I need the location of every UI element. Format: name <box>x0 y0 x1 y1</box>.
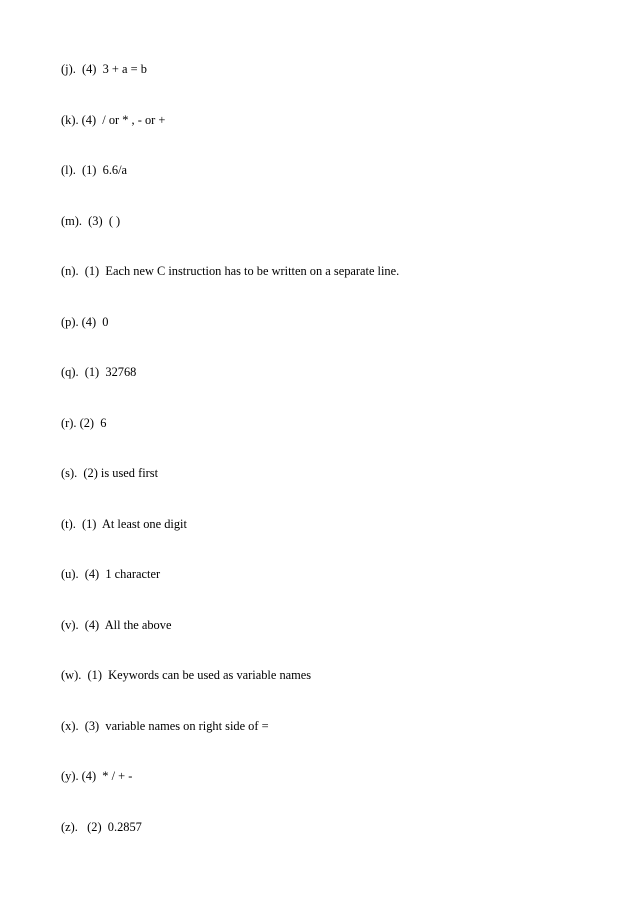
answer-x: (x). (3) variable names on right side of = <box>61 718 269 733</box>
answer-list <box>61 61 399 869</box>
answer-p: (p). (4) 0 <box>61 314 109 329</box>
answer-u: (u). (4) 1 character <box>61 567 161 581</box>
answer-w: (w). (1) Keywords can be used as variable names <box>61 668 312 682</box>
answer-m: (m). (3) ( ) <box>61 213 121 228</box>
answer-v: (v). (4) All the above <box>61 617 172 632</box>
answer-k: (k). (4) / or * , - or + <box>61 112 166 127</box>
answer-n: (n). (1) Each new C instruction has to be written on a separate line. <box>61 264 400 278</box>
answer-j: (j). (4) 3 + a = b <box>61 62 147 76</box>
answer-y: (y). (4) * / + - <box>61 769 133 783</box>
answer-z: (z). (2) 0.2857 <box>61 819 142 834</box>
answer-q: (q). (1) 32768 <box>61 365 137 379</box>
answer-l: (l). (1) 6.6/a <box>61 163 128 177</box>
answer-s: (s). (2) is used first <box>61 466 159 480</box>
answer-t: (t). (1) At least one digit <box>61 516 187 531</box>
answer-r: (r). (2) 6 <box>61 415 107 430</box>
